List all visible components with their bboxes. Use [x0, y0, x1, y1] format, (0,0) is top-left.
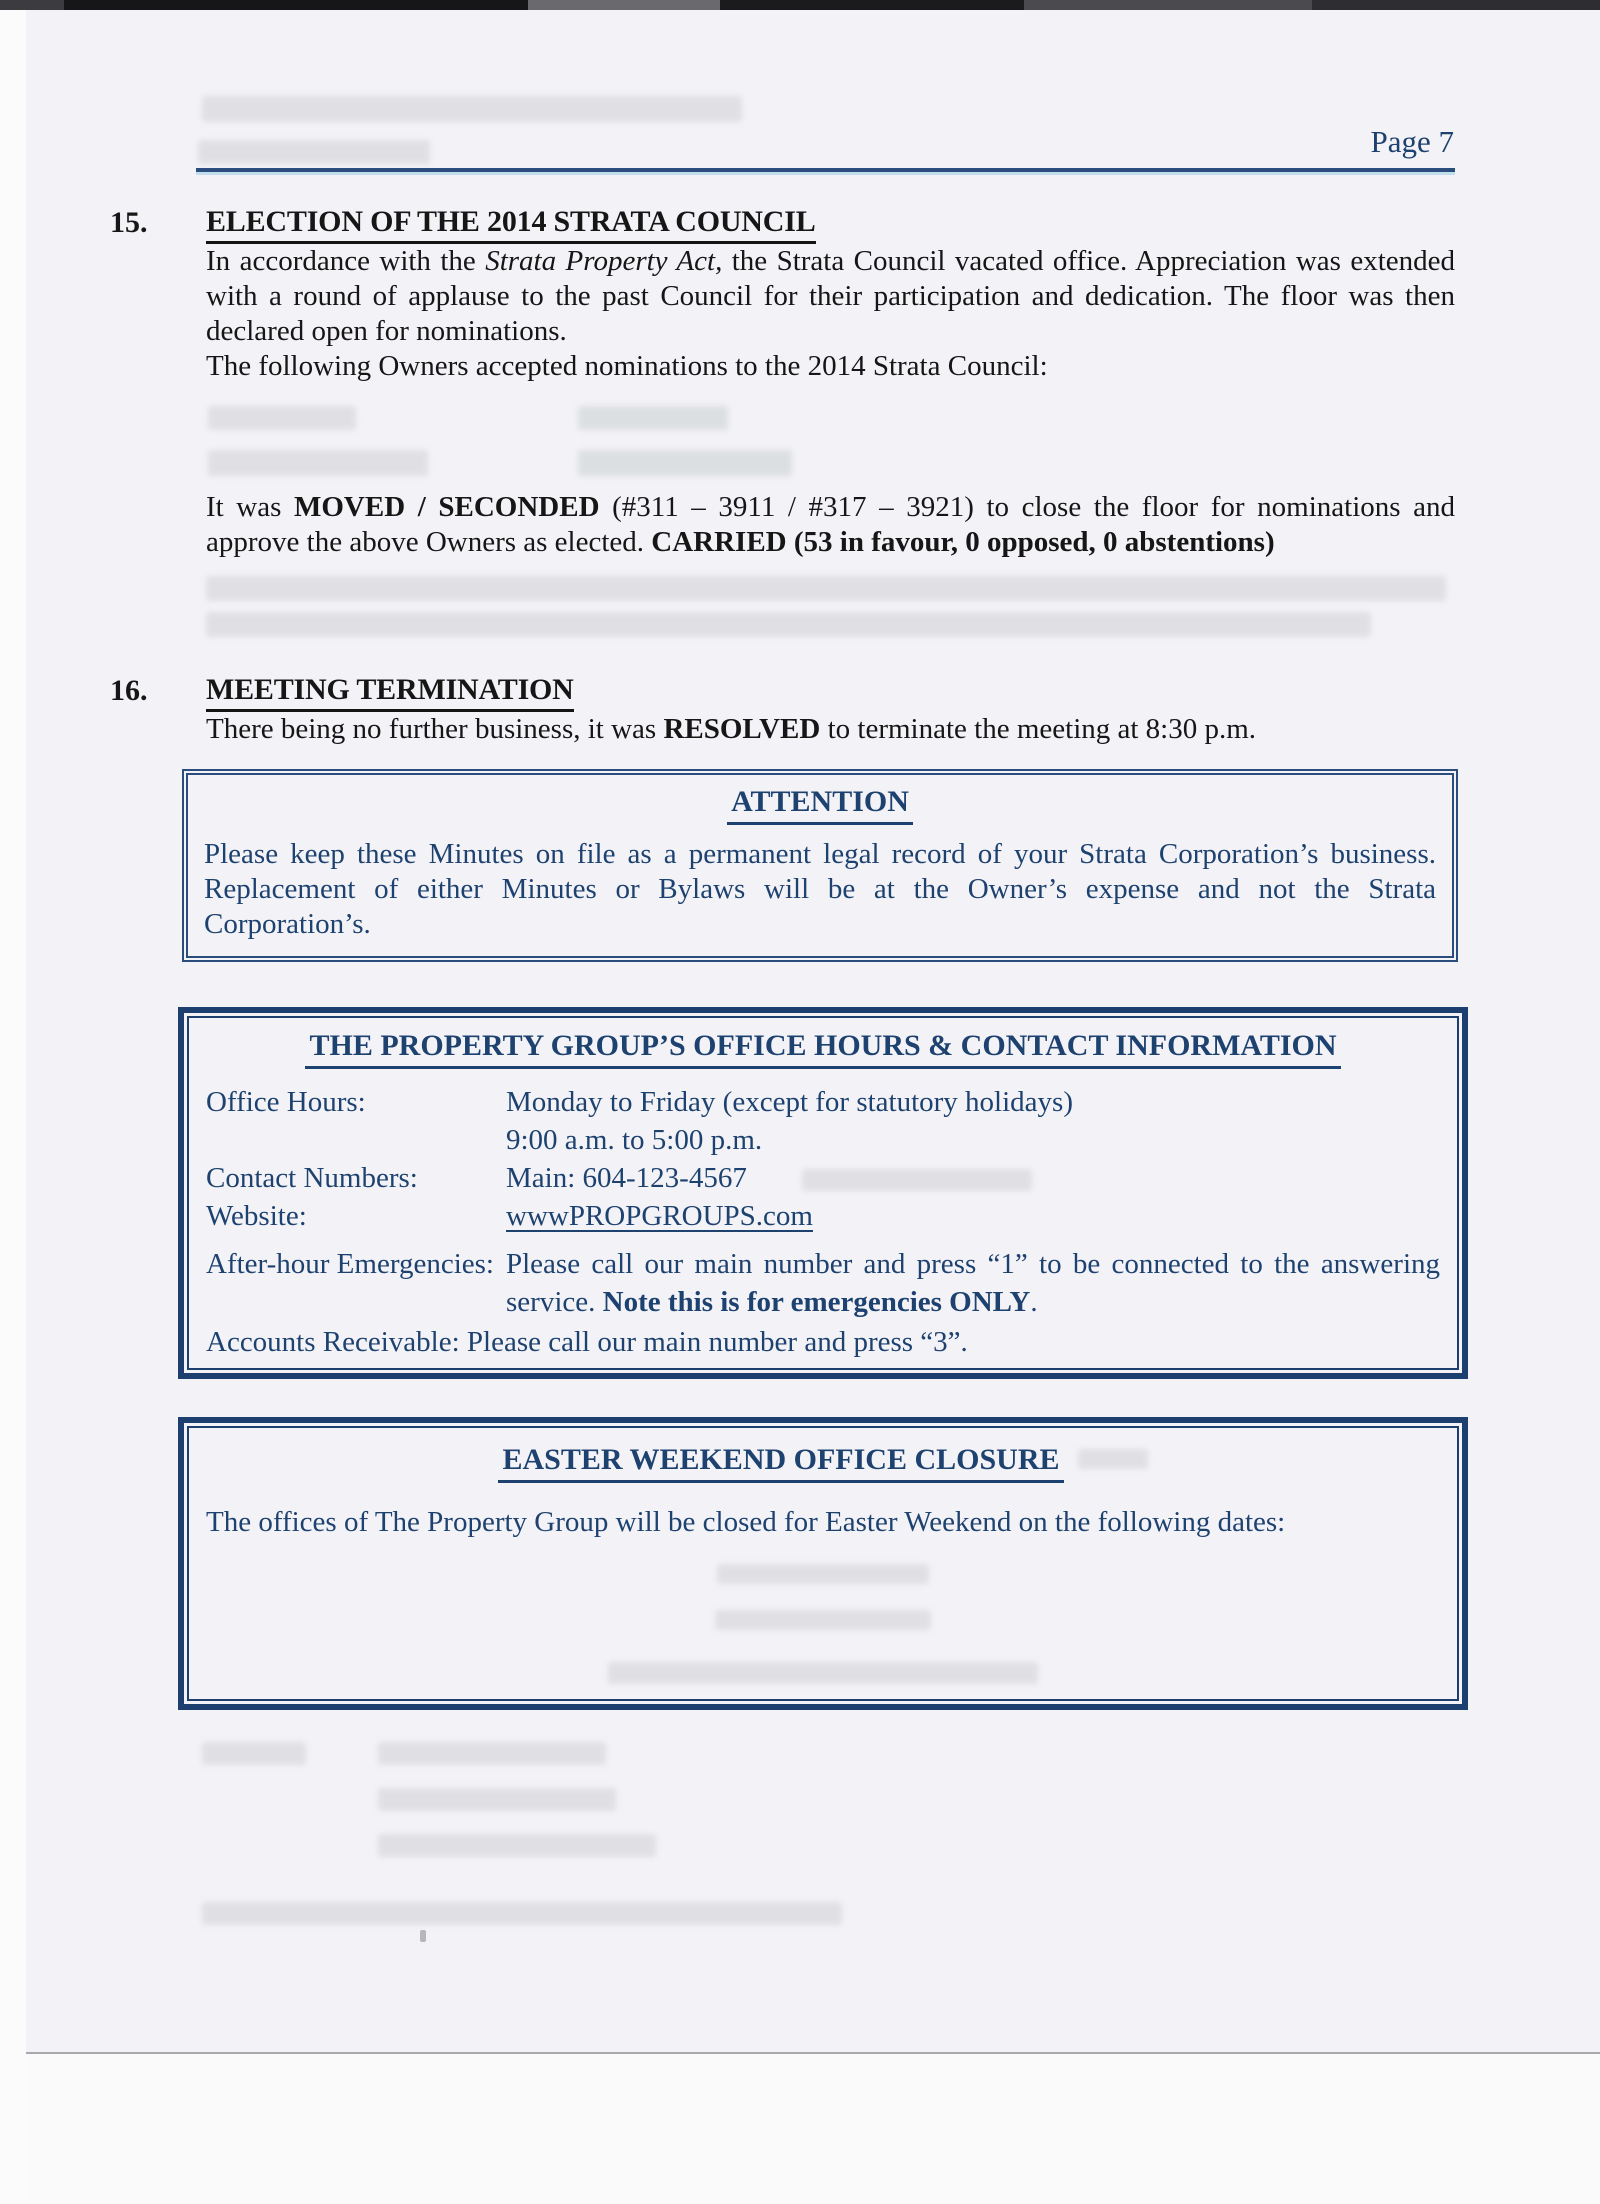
redacted-nominee [578, 406, 728, 430]
text-run: In accordance with the [206, 245, 486, 277]
redacted-footer-line [202, 1902, 842, 1925]
office-hours-label: Office Hours: [206, 1086, 366, 1118]
redacted-title-smudge [1078, 1449, 1148, 1469]
redacted-paragraph [206, 576, 1455, 634]
afterhour-row [206, 1245, 1440, 1321]
redacted-footer-line [378, 1788, 616, 1811]
easter-box-body: The offices of The Property Group will be closed for Easter Weekend on the following dates: [206, 1506, 1286, 1538]
attention-box-title: ATTENTION [727, 783, 913, 825]
website-row [206, 1197, 1440, 1235]
page-number: Page 7 [1370, 124, 1454, 159]
contact-numbers-value [506, 1159, 1440, 1197]
contact-numbers-row [206, 1159, 1440, 1197]
section-15 [110, 204, 1455, 634]
resolved-bold: RESOLVED [663, 713, 821, 745]
website-link[interactable]: wwwPROPGROUPS.com [506, 1200, 813, 1232]
redacted-date-line [717, 1564, 929, 1584]
text-run: (#311 – 3911 / #317 – 3921) to close the floor for nominations and approve the above Owners as elected. [206, 491, 1456, 558]
act-name-italic: Strata Property Act, [485, 245, 723, 277]
easter-box-title: EASTER WEEKEND OFFICE CLOSURE [498, 1441, 1063, 1483]
office-hours-days: Monday to Friday (except for statutory holidays) [506, 1086, 1073, 1118]
afterhour-value [506, 1245, 1440, 1321]
emergencies-only-bold: Note this is for emergencies ONLY [602, 1286, 1031, 1318]
document-body [0, 204, 1600, 1952]
section-15-content [206, 204, 1455, 634]
redacted-nominee [208, 406, 356, 430]
text-run: . [1030, 1286, 1038, 1318]
afterhour-label: After-hour Emergencies: [206, 1248, 494, 1280]
redacted-footer-label [202, 1742, 306, 1765]
redacted-date-line [715, 1610, 931, 1630]
motion-paragraph [206, 490, 1455, 560]
scan-edge-artifact [0, 0, 1600, 10]
redacted-nominee [208, 450, 428, 476]
redacted-footer-line [378, 1742, 606, 1765]
section-15-paragraph-1 [206, 244, 1455, 349]
office-hours-contact-box [178, 1007, 1468, 1379]
office-hours-value [506, 1083, 1440, 1159]
section-15-number: 15. [110, 206, 148, 239]
easter-closure-box [178, 1417, 1468, 1710]
redacted-footer-line [378, 1834, 656, 1857]
section-16-number: 16. [110, 674, 148, 707]
attention-box-body: Please keep these Minutes on file as a permanent legal record of your Strata Corporation’s business. Replacement of either Minutes or Bylaws will be at the Owner’s expense and not the Strata Corporation’s. [204, 838, 1436, 940]
redacted-nominee [578, 450, 792, 476]
main-phone-number: Main: 604-123-4567 [506, 1162, 747, 1194]
moved-seconded-bold: MOVED / SECONDED [294, 491, 600, 523]
section-16 [110, 672, 1455, 747]
redacted-closure-dates [206, 1564, 1440, 1684]
section-16-title: MEETING TERMINATION [206, 672, 574, 712]
text-run: Please call our main number and press “1” to be connected to the answering service. [506, 1248, 1440, 1318]
section-15-paragraph-2: The following Owners accepted nominations to the 2014 Strata Council: [206, 350, 1048, 382]
redacted-header-line-2 [198, 140, 430, 164]
redacted-nominee-list [206, 406, 1455, 490]
redacted-contact-note [802, 1169, 1032, 1191]
redacted-header-line-1 [202, 96, 742, 122]
redacted-line [206, 612, 1371, 637]
scan-page-bottom-edge [0, 2052, 1600, 2204]
office-box-title: THE PROPERTY GROUP’S OFFICE HOURS & CONTACT INFORMATION [305, 1027, 1340, 1069]
text-run: There being no further business, it was [206, 713, 664, 745]
section-16-content [206, 672, 1455, 747]
text-run: the Strata Council vacated office. Appreciation was extended with a round of applause to the past Council for their participation and dedication. The floor was then declared open for nominations. [206, 245, 1456, 347]
attention-notice-box [182, 769, 1458, 962]
text-run: It was [206, 491, 294, 523]
website-label: Website: [206, 1200, 307, 1232]
office-hours-times: 9:00 a.m. to 5:00 p.m. [506, 1124, 763, 1156]
contact-numbers-label: Contact Numbers: [206, 1162, 418, 1194]
carried-result-bold: CARRIED (53 in favour, 0 opposed, 0 abstentions) [651, 526, 1275, 558]
text-run: to terminate the meeting at 8:30 p.m. [820, 713, 1257, 745]
contact-info-rows [206, 1083, 1440, 1361]
scan-margin-strip [0, 10, 26, 2202]
redacted-line [206, 576, 1446, 601]
section-15-title: ELECTION OF THE 2014 STRATA COUNCIL [206, 204, 816, 244]
redacted-note-line [608, 1662, 1038, 1684]
header-rule [196, 168, 1455, 172]
accounts-receivable-line: Accounts Receivable: Please call our main number and press “3”. [206, 1326, 968, 1358]
office-hours-row [206, 1083, 1440, 1159]
section-16-paragraph [206, 712, 1455, 747]
redacted-footer-block [110, 1742, 1455, 1952]
